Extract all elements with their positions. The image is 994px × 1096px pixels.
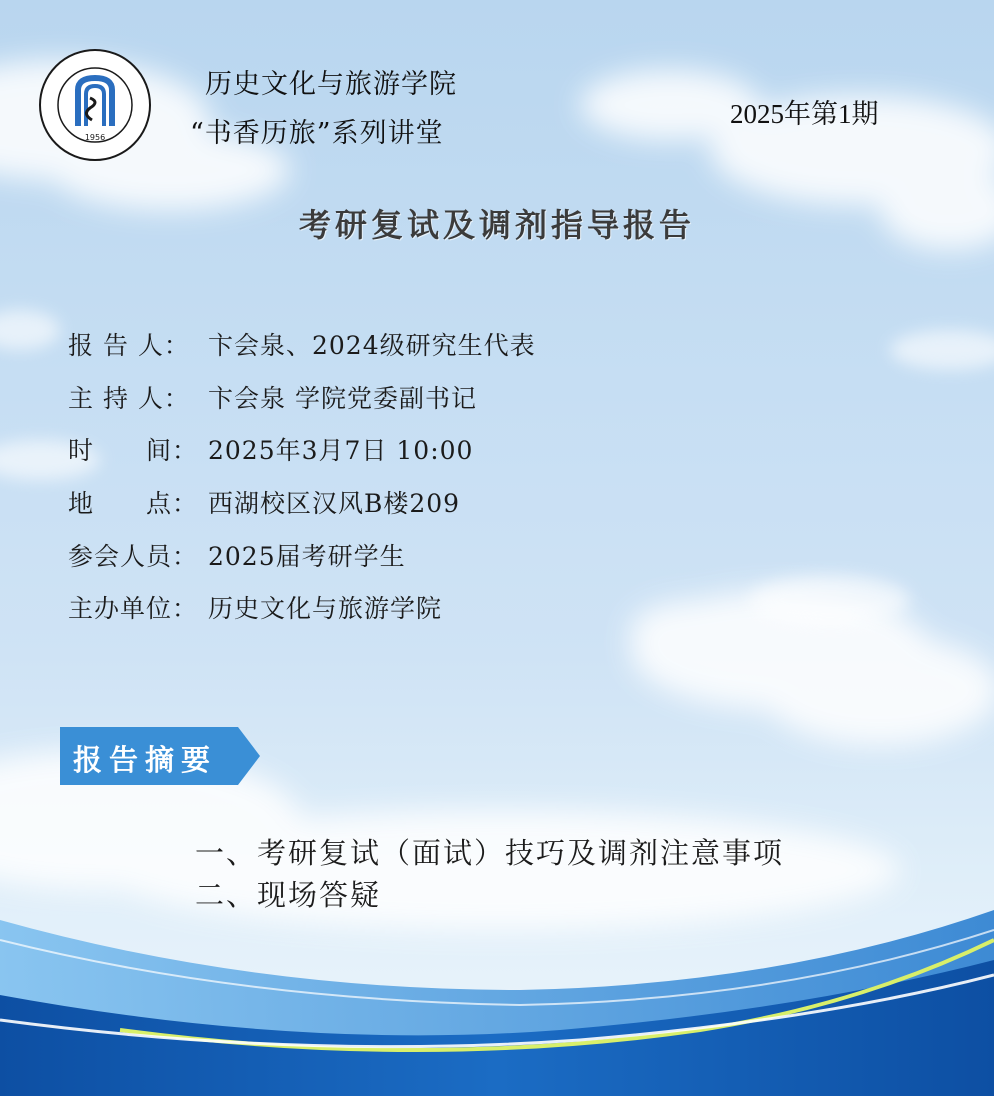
info-row-host bbox=[68, 371, 536, 424]
decorative-waves bbox=[0, 880, 994, 1096]
info-label: 主办单位： bbox=[68, 594, 199, 624]
info-row-attendees bbox=[68, 528, 536, 581]
university-seal-icon bbox=[38, 48, 152, 162]
info-row-location bbox=[68, 476, 536, 529]
info-value: 卞会泉、2024级研究生代表 bbox=[208, 331, 536, 361]
info-label: 时 间： bbox=[68, 436, 199, 466]
info-row-organizer bbox=[68, 581, 536, 634]
info-label: 报 告 人： bbox=[68, 331, 190, 361]
event-info-list bbox=[68, 318, 536, 634]
info-value: 卞会泉 学院党委副书记 bbox=[208, 383, 477, 413]
summary-item: 一、考研复试（面试）技巧及调剂注意事项 bbox=[195, 836, 785, 870]
info-label: 主 持 人： bbox=[68, 383, 190, 413]
logo-year: 1956 bbox=[84, 133, 106, 142]
issue-number: 2025年第1期 bbox=[730, 99, 879, 129]
info-row-time bbox=[68, 423, 536, 476]
college-name: 历史文化与旅游学院 bbox=[205, 69, 457, 100]
info-value: 2025年3月7日 10:00 bbox=[208, 436, 474, 466]
report-title: 考研复试及调剂指导报告 bbox=[298, 206, 695, 244]
info-value: 西湖校区汉风B楼209 bbox=[208, 489, 461, 519]
summary-item: 二、现场答疑 bbox=[195, 878, 382, 912]
info-value: 历史文化与旅游学院 bbox=[208, 594, 443, 624]
lecture-series-name: “书香历旅”系列讲堂 bbox=[190, 118, 444, 149]
info-label: 参会人员： bbox=[68, 541, 199, 571]
info-label: 地 点： bbox=[68, 489, 199, 519]
info-value: 2025届考研学生 bbox=[208, 541, 406, 571]
abstract-tag-label: 报告摘要 bbox=[73, 743, 218, 777]
info-row-speaker bbox=[68, 318, 536, 371]
